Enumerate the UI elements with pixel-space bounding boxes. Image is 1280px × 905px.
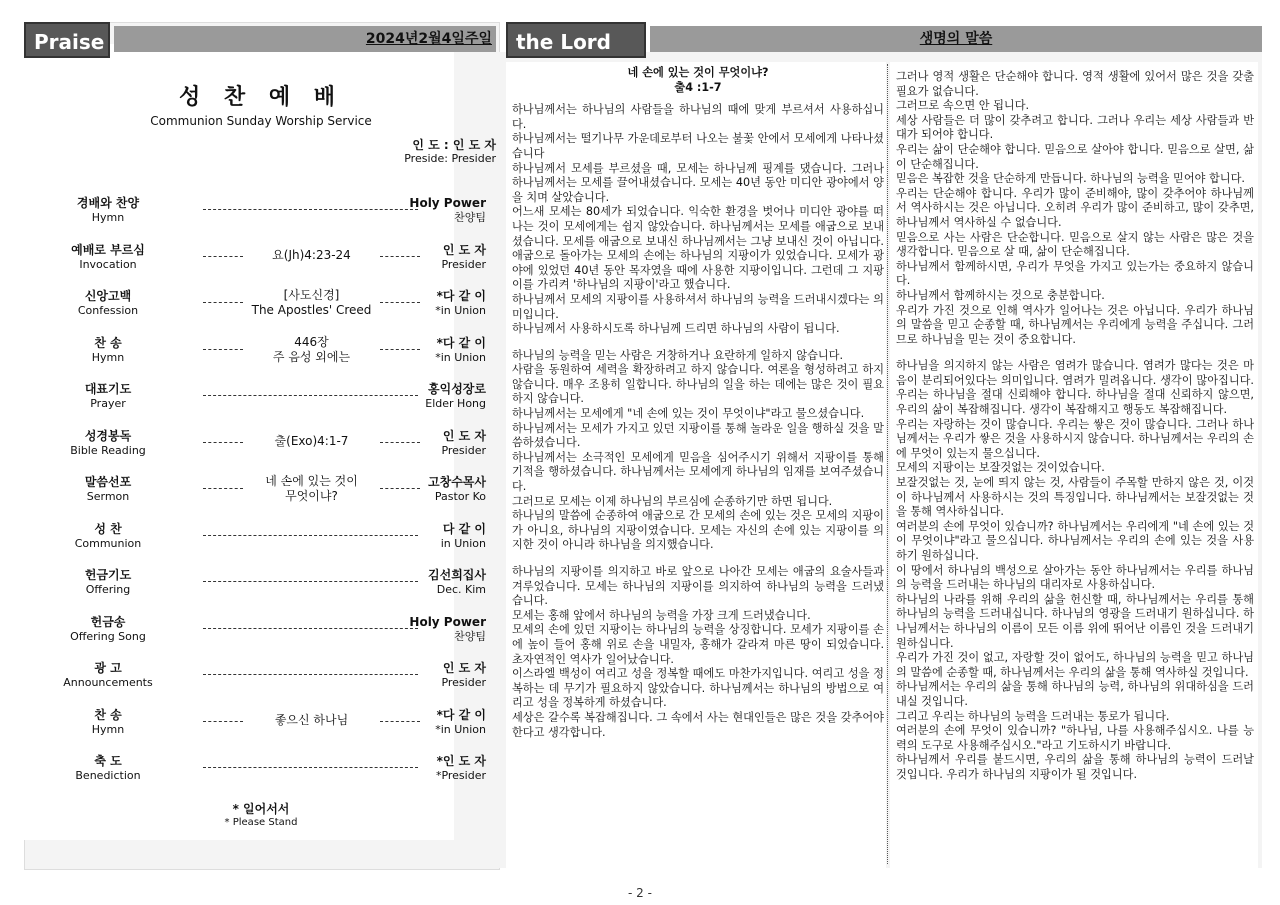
stand-note [24,800,498,828]
order-item-name-en: Announcements [63,676,153,689]
sermon-column-left [512,66,884,740]
sermon-paragraph: 이 땅에서 하나님의 백성으로 살아가는 동안 하나님께서는 우리를 하나님의 능력을 드러내는 하나님의 대리자로 사용하십니다. [896,563,1254,592]
order-item-leader-ko: *다 같 이 [436,707,486,722]
order-item-name-en: Hymn [91,350,125,364]
sermon-header: 생명의 말씀 [919,31,993,47]
order-item-name-en: Benediction [75,769,141,782]
order-item [48,753,498,793]
paragraph-gap [512,553,884,565]
stand-note-ko: * 일어서서 [232,802,290,816]
sermon-heading [512,66,884,95]
date-bar [114,26,496,52]
sermon-paragraph: 그리고 우리는 하나님의 능력을 드러내는 통로가 됩니다. [896,709,1170,723]
sermon-paragraph: 하나님의 말씀에 순종하여 애굽으로 간 모세의 손에 있는 것은 모세의 지팡이가 아니요, 하나님의 지팡이였습니다. 모세는 자신의 손에 있는 지팡이를 의지한 것이 아니라 하나님을 의지했습니다. [512,509,884,552]
sermon-paragraph: 하나님의 나라를 위해 우리의 삶을 헌신할 때, 하나님께서는 우리를 통해 하나님의 능력을 드러내십니다. 하나님의 영광을 드러내기 원하십니다. 하나님께서는 하나님의 이름이 모든 이름 위에 뛰어난 이름인 것을 드러내기 원하십니다. [896,592,1254,650]
order-item-leader-en: 찬양팀 [454,629,486,643]
order-item-name [48,335,168,365]
sermon-paragraph: 모세의 손에 있던 지팡이는 하나님의 능력을 상징합니다. 모세가 지팡이를 손에 높이 들어 홍해 위로 손을 내밀자, 홍해가 갈라져 마른 땅이 되었습니다. 초자연적인 역사가 일어났습니다. [512,623,884,666]
sermon-paragraph: 이스라엘 백성이 여리고 성을 정복할 때에도 마찬가지입니다. 여리고 성을 정복하는 데 무기가 필요하지 않았습니다. 하나님께서는 하나님의 방법으로 여리고 성을 정복하게 하셨습니다. [512,667,884,710]
sermon-paragraph: 하나님께서는 모세가 가지고 있던 지팡이를 통해 놀라운 일을 행하실 것을 말씀하셨습니다. [512,421,884,450]
order-item-leader-ko: Holy Power [409,196,486,210]
order-item-leader [386,381,486,411]
sermon-paragraph: 세상 사람들은 더 많이 갖추려고 합니다. 그러나 우리는 세상 사람들과 반대가 되어야 합니다. [896,113,1254,142]
order-item-name-ko: 말씀선포 [84,475,132,489]
order-item-leader [386,660,486,690]
order-item-name-en: Sermon [86,490,130,503]
order-item-leader-ko: *다 같 이 [436,289,486,303]
sermon-header-bar [650,26,1262,52]
sermon-paragraph: 하나님께서는 우리의 삶을 통해 하나님의 능력, 하나님의 위대하심을 드러내실 것입니다. [896,680,1254,708]
the-lord-tab: the Lord [506,22,646,58]
service-title: 성 찬 예 배 [179,85,343,110]
order-item [48,614,498,654]
sermon-paragraph: 하나님께서는 소극적인 모세에게 믿음을 심어주시기 위해서 지팡이를 통해 기적을 행하셨습니다. 하나님께서는 모세에게 하나님의 임재를 보여주셨습니다. [512,450,884,494]
order-item-leader-en: in Union [440,536,486,550]
sermon-paragraph: 믿음으로 사는 사람은 단순합니다. 믿음으로 살지 않는 사람은 많은 것을 생각합니다. 믿음으로 살 때, 삶이 단순해집니다. [896,230,1254,259]
order-item-detail: [사도신경] The Apostles' Creed [251,288,372,317]
order-item-name-ko: 찬 송 [94,707,122,722]
order-item-name [48,288,168,318]
sermon-title: 네 손에 있는 것이 무엇이냐? [627,66,769,79]
order-item-leader-en: Presider [441,676,486,689]
sermon-paragraph: 그러나 영적 생활은 단순해야 합니다. 영적 생활에 있어서 많은 것을 갖출 필요가 없습니다. [896,70,1254,98]
sermon-paragraph: 하나님의 능력을 믿는 사람은 거창하거나 요란하게 일하지 않습니다. [512,348,844,362]
order-item-leader-ko: 고창수목사 [428,475,486,489]
order-item-leader-en: *in Union [435,350,486,364]
order-item [48,707,498,747]
column-divider [887,64,888,864]
page-number: - 2 - [628,886,652,900]
order-item-name [48,195,168,225]
sermon-reference: 출4 :1-7 [674,80,722,94]
order-item-name-ko: 헌금기도 [84,568,132,582]
sermon-paragraph: 우리가 가진 것으로 인해 역사가 일어나는 것은 아닙니다. 우리가 하나님의 말씀을 믿고 순종할 때, 하나님께서는 우리에게 능력을 주십니다. 그러므로 하나님을 믿는 것이 중요합니다. [896,303,1254,346]
order-item-name-ko: 경배와 찬양 [76,196,140,210]
order-item-detail: 네 손에 있는 것이 무엇이냐? [265,474,358,503]
order-item-leader-en: *in Union [435,722,486,736]
sermon-paragraph: 세상은 갈수록 복잡해집니다. 그 속에서 사는 현대인들은 많은 것을 갖추어야 한다고 생각합니다. [512,710,884,739]
order-item-name-en: Confession [77,304,139,317]
order-item-name [48,660,168,690]
sermon-paragraph: 하나님께서 사용하시도록 하나님께 드리면 하나님의 사람이 됩니다. [512,322,840,336]
order-item-leader [386,521,486,551]
order-item-name-en: Bible Reading [70,443,146,457]
order-item-name [48,474,168,504]
order-item-name [48,242,168,272]
order-item-leader-en: *in Union [435,304,486,317]
order-item [48,195,498,235]
sermon-paragraph: 어느새 모세는 80세가 되었습니다. 익숙한 환경을 벗어나 미디안 광야를 떠나는 것이 모세에게는 쉽지 않았습니다. 하나님께서는 모세를 애굽으로 보내셨습니다. 모세를 애굽으로 보내신 하나님께서는 그냥 보내신 것이 아닙니다. 애굽으로 돌아가는 모세의 손에는 하나님의 지팡이가 있었습니다. 모세가 광야에 있었던 40년 동안 목자였을 때에 사용한 지팡이입니다. 그런데 그 지팡이를 가리켜 '하나님의 지팡이'라고 했습니다. [512,205,884,292]
sermon-column-right [896,70,1254,783]
order-item-name-en: Offering [85,583,131,596]
sermon-paragraph: 하나님께서 모세의 지팡이를 사용하셔서 하나님의 능력을 드러내시겠다는 의미입니다. [512,292,884,321]
sermon-paragraph: 보잘것없는 것, 눈에 띄지 않는 것, 사람들이 주목할 만하지 않은 것, 이것이 하나님께서 사용하시는 것의 특징입니다. 하나님께서는 보잘것없는 것을 통해 역사하십니다. [896,476,1254,519]
order-item-name [48,614,168,644]
order-item-leader-ko: 홍익성장로 [428,382,486,396]
order-item-name [48,567,168,597]
sermon-paragraph: 우리는 삶이 단순해야 합니다. 믿음으로 살아야 합니다. 믿음으로 살면, 삶이 단순해집니다. [896,142,1254,171]
order-item-leader-ko: 인 도 자 [442,242,486,257]
order-item-name-ko: 헌금송 [90,614,126,629]
sermon-paragraph: 그러므로 모세는 이제 하나님의 부르심에 순종하기만 하면 됩니다. [512,494,833,508]
sermon-paragraph: 우리가 가진 것이 없고, 자랑할 것이 없어도, 하나님의 능력을 믿고 하나님의 말씀에 순종할 때, 하나님께서는 우리의 삶을 통해 역사하실 것입니다. [896,651,1254,679]
order-item-name-ko: 신앙고백 [84,289,132,303]
order-item-name-ko: 축 도 [94,754,122,768]
order-item-name-en: Communion [74,536,142,550]
order-item-detail: 좋으신 하나님 [274,712,349,727]
leader-dashes [203,488,243,489]
sermon-paragraph: 하나님께서는 떨기나무 가운데로부터 나오는 불꽃 안에서 모세에게 나타나셨습니다 [512,132,884,160]
order-item-leader-ko: *다 같 이 [436,335,486,350]
order-item-leader [386,288,486,318]
sermon-paragraph: 하나님께서는 모세에게 "네 손에 있는 것이 무엇이냐"라고 물으셨습니다. [512,407,865,421]
order-item-leader-en: *Presider [435,769,486,782]
order-item-leader [386,753,486,783]
order-item [48,474,498,514]
sermon-paragraph: 여러분의 손에 무엇이 있습니까? 하나님께서는 우리에게 "네 손에 있는 것이 무엇이냐"라고 물으십니다. 하나님께서는 우리의 손에 있는 것을 사용하기 원하십니다. [896,519,1254,562]
order-item-leader-en: Presider [441,443,486,457]
order-item-name-ko: 대표기도 [84,382,132,396]
sermon-paragraph: 하나님을 의지하지 않는 사람은 염려가 많습니다. 염려가 많다는 것은 마음이 분리되어있다는 의미입니다. 염려가 밀려옵니다. 생각이 많아집니다. 우리는 하나님을 절대 신뢰해야 합니다. 하나님을 절대 신뢰하지 않으면, 우리의 삶이 복잡해집니다. 생각이 복잡해지고 행동도 복잡해집니다. [896,359,1254,417]
order-item-name-en: Hymn [91,722,125,736]
order-item [48,381,498,421]
order-item-leader-ko: *인 도 자 [436,754,486,768]
leader-dashes [203,349,243,350]
sermon-paragraph: 하나님께서 함께하시는 것으로 충분합니다. [896,288,1105,302]
order-item-name [48,521,168,551]
order-item [48,428,498,468]
sermon-paragraph: 하나님께서 함께하시면, 우리가 무엇을 가지고 있는가는 중요하지 않습니다. [896,259,1254,288]
order-item-name [48,428,168,458]
order-item-name-ko: 광 고 [94,661,122,675]
order-item-leader [386,614,486,644]
order-item [48,242,498,282]
order-item-leader [386,335,486,365]
order-item-name-en: Offering Song [70,629,146,643]
order-item-leader [386,428,486,458]
order-item-detail: 요(Jh)4:23-24 [272,247,351,262]
order-item-leader [386,567,486,597]
order-item-leader [386,195,486,225]
sermon-paragraph: 하나님께서는 하나님의 사람들을 하나님의 때에 맞게 부르셔서 사용하십니다. [512,103,884,131]
sermon-paragraph: 여러분의 손에 무엇이 있습니까? "하나님, 나를 사용해주십시오. 나를 능력의 도구로 사용해주십시오."라고 기도하시기 바랍니다. [896,724,1254,752]
order-item-leader-en: Presider [441,257,486,271]
order-item [48,660,498,700]
order-item-leader [386,707,486,737]
order-item-leader-ko: 다 같 이 [442,521,486,536]
sermon-paragraph: 모세는 홍해 앞에서 하나님의 능력을 가장 크게 드러냈습니다. [512,608,811,622]
paragraph-gap [512,337,884,349]
sermon-paragraph: 하나님께서 모세를 부르셨을 때, 모세는 하나님께 핑계를 댔습니다. 그러나 하나님께서는 모세를 끌어내셨습니다. 모세는 40년 동안 미디안 광야에서 양을 치며 살았습니다. [512,161,884,204]
preside-ko: 인 도 : 인 도 자 [412,138,496,152]
order-item-name-ko: 성경봉독 [84,428,132,443]
order-item-leader-en: Elder Hong [425,397,486,410]
sermon-paragraph: 사람을 동원하여 세력을 확장하려고 하지 않습니다. 여론을 형성하려고 하지 않습니다. 매우 조용히 일합니다. 하나님의 일을 하는 데에는 많은 것이 필요하지 않습니다. [512,363,884,406]
order-item [48,521,498,561]
leader-dashes [203,302,243,303]
order-item-detail: 446장 주 음성 외에는 [272,334,351,364]
order-item [48,335,498,375]
order-item-detail: 출(Exo)4:1-7 [274,433,349,448]
order-item-name-ko: 예배로 부르심 [71,242,145,257]
preside-en: Preside: Presider [404,152,496,165]
order-item-leader [386,242,486,272]
order-item-name-en: Prayer [90,397,126,410]
order-item-name [48,707,168,737]
praise-tab: Praise [24,22,110,58]
order-item-name [48,381,168,411]
order-item-leader-en: Dec. Kim [436,583,486,596]
order-item-name-ko: 찬 송 [94,335,122,350]
leader-dashes [203,256,243,257]
order-item-leader [386,474,486,504]
order-item-name-en: Hymn [91,211,125,224]
sermon-paragraph: 모세의 지팡이는 보잘것없는 것이었습니다. [896,461,1105,475]
leader-dashes [203,442,243,443]
order-item-leader-en: 찬양팀 [454,211,486,224]
order-item-leader-en: Pastor Ko [434,490,486,503]
sermon-paragraph: 하나님께서 우리를 붙드시면, 우리의 삶을 통해 하나님의 능력이 드러날 것입니다. 우리가 하나님의 지팡이가 될 것입니다. [896,753,1254,781]
order-item [48,288,498,328]
paragraph-gap [896,347,1254,359]
order-item-leader-ko: 인 도 자 [442,661,486,675]
sermon-paragraph: 우리는 자랑하는 것이 많습니다. 우리는 쌓은 것이 많습니다. 그러나 하나님께서는 우리가 쌓은 것을 사용하시지 않습니다. 하나님께서는 우리의 손에 무엇이 있는지 물으십니다. [896,417,1254,460]
order-item-leader-ko: 인 도 자 [442,428,486,443]
order-item-name [48,753,168,783]
stand-note-en: * Please Stand [224,817,298,828]
order-item [48,567,498,607]
leader-dashes [203,721,243,722]
order-item-name-en: Invocation [79,257,137,271]
order-item-leader-ko: Holy Power [409,614,486,629]
sermon-paragraph: 믿음은 복잡한 것을 단순하게 만듭니다. 하나님의 능력을 믿어야 합니다. [896,172,1245,186]
sermon-paragraph: 우리는 단순해야 합니다. 우리가 많이 준비해야, 많이 갖추어야 하나님께서 역사하시는 것은 아닙니다. 오히려 우리가 많이 준비하고, 많이 갖추면, 하나님께서 역사하실 수 없습니다. [896,186,1254,229]
order-item-name-ko: 성 찬 [94,521,122,536]
sermon-paragraph: 그러므로 속으면 안 됩니다. [896,99,1030,113]
service-date: 2024년2월4일주일 [365,31,492,47]
service-subtitle: Communion Sunday Worship Service [150,114,372,128]
order-item-leader-ko: 김선희집사 [428,568,486,582]
sermon-paragraph: 하나님의 지팡이를 의지하고 바로 앞으로 나아간 모세는 애굽의 요술사들과 겨루었습니다. 모세는 하나님의 지팡이를 의지하여 하나님의 능력을 드러냈습니다. [512,565,884,608]
